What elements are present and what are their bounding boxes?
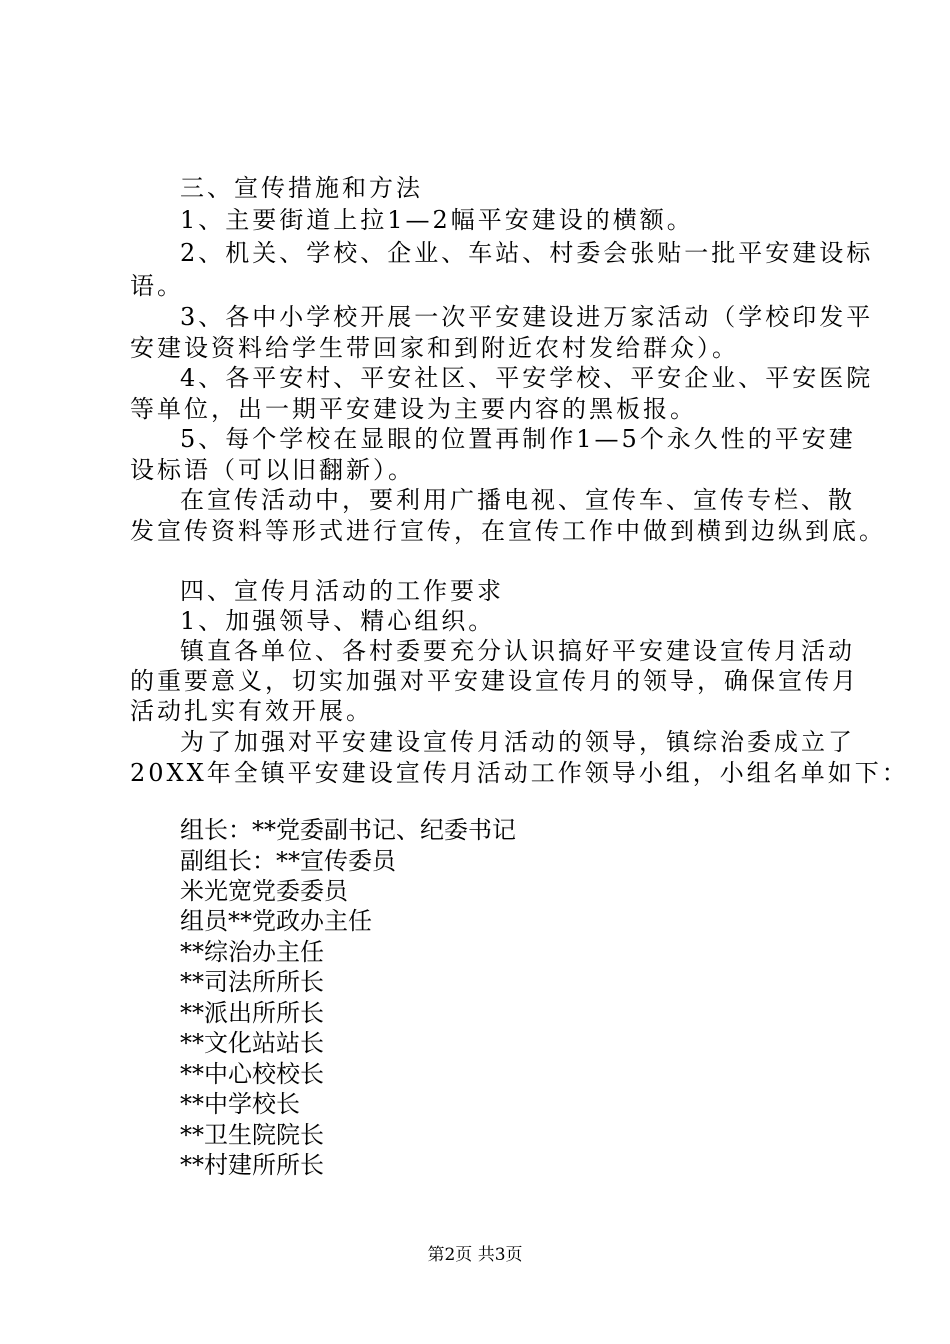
section3-item2-line1: 2、机关、学校、企业、车站、村委会张贴一批平安建设标 xyxy=(180,239,874,267)
section4-para1-line2: 的重要意义，切实加强对平安建设宣传月的领导，确保宣传月 xyxy=(130,667,859,695)
section3-item3-line2: 安建设资料给学生带回家和到附近农村发给群众）。 xyxy=(130,334,739,362)
roster-item: **司法所所长 xyxy=(180,968,324,996)
roster-item: 米光宽党委委员 xyxy=(180,877,348,905)
section3-item1: 1、主要街道上拉1—2幅平安建设的横额。 xyxy=(180,206,694,234)
roster-item: 组长：**党委副书记、纪委书记 xyxy=(180,816,516,844)
roster-item: 副组长：**宣传委员 xyxy=(180,847,396,875)
roster-item: **卫生院院长 xyxy=(180,1121,324,1149)
roster-item: **中心校校长 xyxy=(180,1060,324,1088)
roster-item: 组员**党政办主任 xyxy=(180,907,372,935)
section3-item5-line2: 设标语（可以旧翻新）。 xyxy=(130,456,415,484)
section3-para-line1: 在宣传活动中，要利用广播电视、宣传车、宣传专栏、散 xyxy=(180,486,855,514)
roster-item: **综治办主任 xyxy=(180,938,324,966)
page-footer: 第2页 共3页 xyxy=(427,1245,523,1265)
section4-para2-line1: 为了加强对平安建设宣传月活动的领导，镇综治委成立了 xyxy=(180,728,855,756)
section3-heading: 三、宣传措施和方法 xyxy=(180,174,423,202)
section3-item3-line1: 3、各中小学校开展一次平安建设进万家活动（学校印发平 xyxy=(180,303,874,331)
roster-item: **村建所所长 xyxy=(180,1151,324,1179)
section3-item4-line1: 4、各平安村、平安社区、平安学校、平安企业、平安医院 xyxy=(180,364,874,392)
section3-item2-line2: 语。 xyxy=(130,272,184,300)
section3-para-line2: 发宣传资料等形式进行宣传，在宣传工作中做到横到边纵到底。 xyxy=(130,517,886,545)
section4-heading: 四、宣传月活动的工作要求 xyxy=(180,577,504,605)
roster-item: **派出所所长 xyxy=(180,999,324,1027)
section4-item1: 1、加强领导、精心组织。 xyxy=(180,607,496,635)
section4-para1-line3: 活动扎实有效开展。 xyxy=(130,697,373,725)
section4-para2-line2: 20XX年全镇平安建设宣传月活动工作领导小组，小组名单如下： xyxy=(130,759,909,787)
section3-item4-line2: 等单位，出一期平安建设为主要内容的黑板报。 xyxy=(130,395,697,423)
roster-item: **文化站站长 xyxy=(180,1029,324,1057)
section4-para1-line1: 镇直各单位、各村委要充分认识搞好平安建设宣传月活动 xyxy=(180,637,855,665)
section3-item5-line1: 5、每个学校在显眼的位置再制作1—5个永久性的平安建 xyxy=(180,425,856,453)
roster-item: **中学校长 xyxy=(180,1090,300,1118)
